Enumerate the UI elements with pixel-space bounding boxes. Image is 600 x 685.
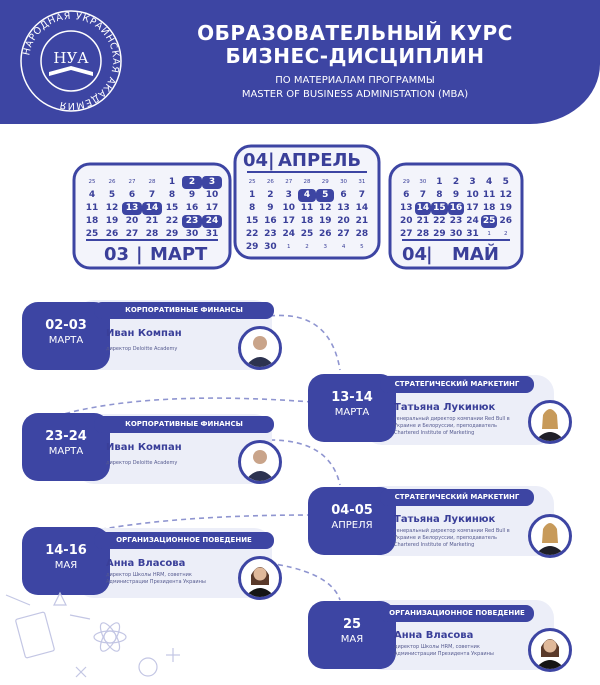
calendar-day: 25 [85, 229, 99, 239]
event-speaker-3: Иван Компан [106, 442, 182, 453]
calendar-day: 3 [285, 190, 292, 200]
calendar-day: 29 [321, 179, 329, 185]
calendar-day: 12 [499, 190, 512, 200]
calendar-day: 26 [266, 179, 274, 185]
calendar-day: 28 [416, 229, 430, 239]
calendar-day: 3 [202, 176, 222, 189]
calendar-day: 8 [168, 190, 176, 200]
event-role-6: директор Школы HRM, советник Администрации Президента Украины [394, 644, 494, 657]
page-subtitle [170, 74, 540, 102]
calendar-day: 21 [355, 216, 369, 226]
calendar-day: 25 [481, 215, 498, 228]
calendar-day: 1 [286, 244, 291, 250]
calendar-day: 5 [108, 190, 116, 200]
calendar-day: 27 [337, 229, 350, 239]
calendar-days-grid [243, 176, 371, 254]
calendar-day: 5 [360, 244, 364, 250]
calendar-day: 27 [128, 179, 136, 185]
event-speaker-6: Анна Власова [394, 630, 474, 641]
title-line-2: БИЗНЕС-ДИСЦИПЛИН [225, 44, 485, 68]
calendar-days-grid [398, 176, 514, 241]
event-date-days: 25 [342, 617, 362, 632]
calendar-day: 23 [449, 216, 463, 226]
calendar-day: 1 [249, 190, 256, 200]
calendar-day: 9 [267, 203, 274, 213]
calendar-day: 29 [402, 179, 410, 185]
calendar-day: 22 [165, 216, 179, 226]
speaker-portrait-icon [241, 443, 279, 481]
calendar-month-name: МАЙ [452, 244, 499, 265]
calendar-day: 11 [300, 203, 314, 213]
calendar-day: 26 [108, 179, 116, 185]
calendar-month-divider: | [136, 244, 143, 265]
academy-logo [16, 6, 126, 116]
speaker-portrait-icon [531, 631, 569, 669]
calendar-day: 1 [168, 177, 176, 187]
calendar-day: 29 [245, 242, 259, 252]
calendar-day: 25 [248, 179, 256, 185]
calendar-day: 1 [487, 231, 491, 237]
calendar-day: 30 [419, 179, 427, 185]
calendar-day: 5 [502, 177, 509, 187]
calendar-day: 14 [355, 203, 369, 213]
calendar-day: 11 [482, 190, 496, 200]
calendar-day: 28 [355, 229, 369, 239]
speaker-photo-4 [528, 514, 572, 558]
event-topic-3: КОРПОРАТИВНЫЕ ФИНАНСЫ [94, 416, 274, 433]
speaker-photo-5 [238, 556, 282, 600]
calendar-may [388, 162, 524, 272]
speaker-photo-6 [528, 628, 572, 672]
calendar-april [233, 144, 381, 262]
event-date-month: МАРТА [48, 446, 84, 457]
calendar-day: 13 [337, 203, 350, 213]
calendar-day: 13 [122, 202, 142, 215]
event-speaker-5: Анна Власова [106, 558, 186, 569]
calendar-day: 16 [448, 202, 465, 215]
speaker-portrait-icon [531, 517, 569, 555]
calendar-days-grid [82, 176, 222, 241]
calendar-day: 16 [264, 216, 277, 226]
event-role-2: генеральный директор компании Red Bull в Украине и Белоруссии, преподаватель Chartered Institute of Marketing [394, 416, 510, 436]
calendar-day: 30 [340, 179, 348, 185]
calendar-day: 9 [188, 190, 196, 200]
event-role-4: генеральный директор компании Red Bull в Украине и Белоруссии, преподаватель Chartered Institute of Marketing [394, 528, 510, 548]
calendar-day: 21 [145, 216, 159, 226]
subtitle-line-1: ПО МАТЕРИАЛАМ ПРОГРАММЫ [275, 75, 435, 86]
calendar-day: 23 [264, 229, 277, 239]
calendar-day: 11 [85, 203, 99, 213]
calendar-day: 6 [403, 190, 410, 200]
speaker-photo-2 [528, 400, 572, 444]
calendar-day: 18 [482, 203, 496, 213]
calendar-day: 3 [469, 177, 476, 187]
calendar-day: 18 [85, 216, 99, 226]
calendar-day: 15 [165, 203, 179, 213]
calendar-day: 5 [316, 189, 334, 202]
calendar-day: 4 [341, 244, 346, 250]
event-topic-6: ОРГАНИЗАЦИОННОЕ ПОВЕДЕНИЕ [380, 605, 534, 622]
calendar-day: 24 [466, 216, 479, 226]
event-topic-5: ОРГАНИЗАЦИОННОЕ ПОВЕДЕНИЕ [94, 532, 274, 549]
event-topic-4: СТРАТЕГИЧЕСКИЙ МАРКЕТИНГ [380, 489, 534, 506]
speaker-photo-3 [238, 440, 282, 484]
speaker-portrait-icon [241, 329, 279, 367]
logo-monogram: НУА [53, 49, 89, 67]
event-date-days: 23-24 [45, 429, 87, 444]
calendar-march [72, 162, 232, 272]
calendar-day: 21 [416, 216, 430, 226]
calendar-day: 10 [466, 190, 479, 200]
calendar-day: 14 [415, 202, 432, 215]
event-topic-1: КОРПОРАТИВНЫЕ ФИНАНСЫ [94, 302, 274, 319]
page-title [170, 22, 540, 68]
calendar-month-number: 04 [402, 244, 428, 265]
calendar-day: 10 [205, 190, 219, 200]
calendar-day: 30 [264, 242, 277, 252]
calendar-day: 4 [88, 190, 96, 200]
calendar-day: 26 [105, 229, 119, 239]
calendar-day: 31 [358, 179, 366, 185]
calendar-day: 18 [300, 216, 314, 226]
event-date-days: 13-14 [331, 390, 373, 405]
calendar-day: 31 [205, 229, 219, 239]
calendar-day: 27 [285, 179, 293, 185]
event-role-1: директор Deloitte Academy [106, 346, 178, 352]
calendar-day: 22 [433, 216, 446, 226]
calendar-day: 7 [358, 190, 365, 200]
calendar-day: 8 [249, 203, 256, 213]
calendar-day: 16 [185, 203, 199, 213]
calendar-day: 19 [105, 216, 119, 226]
calendar-day: 17 [205, 203, 219, 213]
event-speaker-4: Татьяна Лукинюк [394, 514, 496, 525]
calendar-day: 25 [88, 179, 96, 185]
event-date-month: МАРТА [334, 407, 370, 418]
event-role-5: директор Школы HRM, советник Администрации Президента Украины [106, 572, 206, 585]
calendar-day: 19 [319, 216, 332, 226]
speaker-portrait-icon [531, 403, 569, 441]
calendar-day: 20 [337, 216, 350, 226]
calendar-day: 15 [245, 216, 259, 226]
calendar-day: 26 [319, 229, 332, 239]
calendar-day: 2 [267, 190, 274, 200]
calendar-month-number: 04 [243, 150, 269, 171]
calendar-day: 8 [436, 190, 443, 200]
calendar-day: 17 [466, 203, 479, 213]
calendar-day: 3 [323, 244, 328, 250]
calendar-day: 24 [202, 215, 222, 228]
calendar-month-name: АПРЕЛЬ [278, 150, 362, 171]
calendar-day: 7 [148, 190, 156, 200]
event-topic-2: СТРАТЕГИЧЕСКИЙ МАРКЕТИНГ [380, 376, 534, 393]
event-date-month: МАРТА [48, 335, 84, 346]
calendar-day: 27 [400, 229, 413, 239]
calendar-day: 12 [319, 203, 332, 213]
speaker-portrait-icon [241, 559, 279, 597]
calendar-month-number: 03 [104, 244, 130, 265]
speaker-photo-1 [238, 326, 282, 370]
calendar-day: 2 [503, 231, 508, 237]
calendar-month-name: МАРТ [150, 244, 208, 265]
calendar-day: 27 [125, 229, 139, 239]
calendar-day: 29 [433, 229, 446, 239]
calendar-day: 24 [282, 229, 295, 239]
calendar-day: 28 [303, 179, 311, 185]
title-line-1: ОБРАЗОВАТЕЛЬНЫЙ КУРС [197, 21, 513, 45]
calendar-day: 4 [298, 189, 316, 202]
calendar-day: 20 [125, 216, 139, 226]
calendar-day: 23 [182, 215, 202, 228]
event-date-days: 02-03 [45, 318, 87, 333]
calendar-day: 2 [182, 176, 202, 189]
calendar-day: 29 [165, 229, 179, 239]
event-date-days: 14-16 [45, 543, 87, 558]
calendar-day: 30 [185, 229, 199, 239]
calendar-day: 26 [499, 216, 512, 226]
calendar-day: 31 [466, 229, 479, 239]
calendar-day: 6 [340, 190, 347, 200]
calendar-day: 2 [305, 244, 309, 250]
subtitle-line-2: MASTER OF BUSINESS ADMINISTATION (MBA) [241, 89, 469, 100]
logo-ring-text: НАРОДНАЯ УКРАИНСКАЯ АКАДЕМИЯ [21, 10, 122, 112]
calendar-day: 28 [148, 179, 156, 185]
calendar-day: 22 [245, 229, 259, 239]
calendar-day: 17 [282, 216, 295, 226]
calendar-day: 25 [300, 229, 314, 239]
calendar-day: 12 [105, 203, 119, 213]
calendar-day: 9 [452, 190, 460, 200]
calendar-day: 30 [449, 229, 463, 239]
calendar-day: 1 [436, 177, 443, 187]
event-speaker-2: Татьяна Лукинюк [394, 402, 496, 413]
school-doodles-icon [0, 575, 200, 685]
calendar-day: 15 [431, 202, 448, 215]
event-role-3: директор Deloitte Academy [106, 460, 178, 466]
event-speaker-1: Иван Компан [106, 328, 182, 339]
event-date-month: МАЯ [340, 634, 364, 645]
event-date-month: МАЯ [54, 560, 78, 571]
calendar-day: 7 [419, 190, 426, 200]
calendar-day: 4 [486, 177, 493, 187]
calendar-day: 14 [142, 202, 162, 215]
calendar-day: 28 [145, 229, 159, 239]
event-date-days: 04-05 [331, 503, 373, 518]
calendar-day: 13 [400, 203, 413, 213]
calendar-month-divider: | [426, 244, 433, 265]
event-date-month: АПРЕЛЯ [331, 520, 373, 531]
header-banner [0, 0, 600, 124]
calendar-day: 10 [282, 203, 295, 213]
calendar-day: 2 [452, 177, 460, 187]
calendar-day: 20 [400, 216, 413, 226]
calendar-month-divider: | [268, 150, 275, 171]
calendar-day: 6 [128, 190, 136, 200]
calendar-day: 19 [499, 203, 512, 213]
